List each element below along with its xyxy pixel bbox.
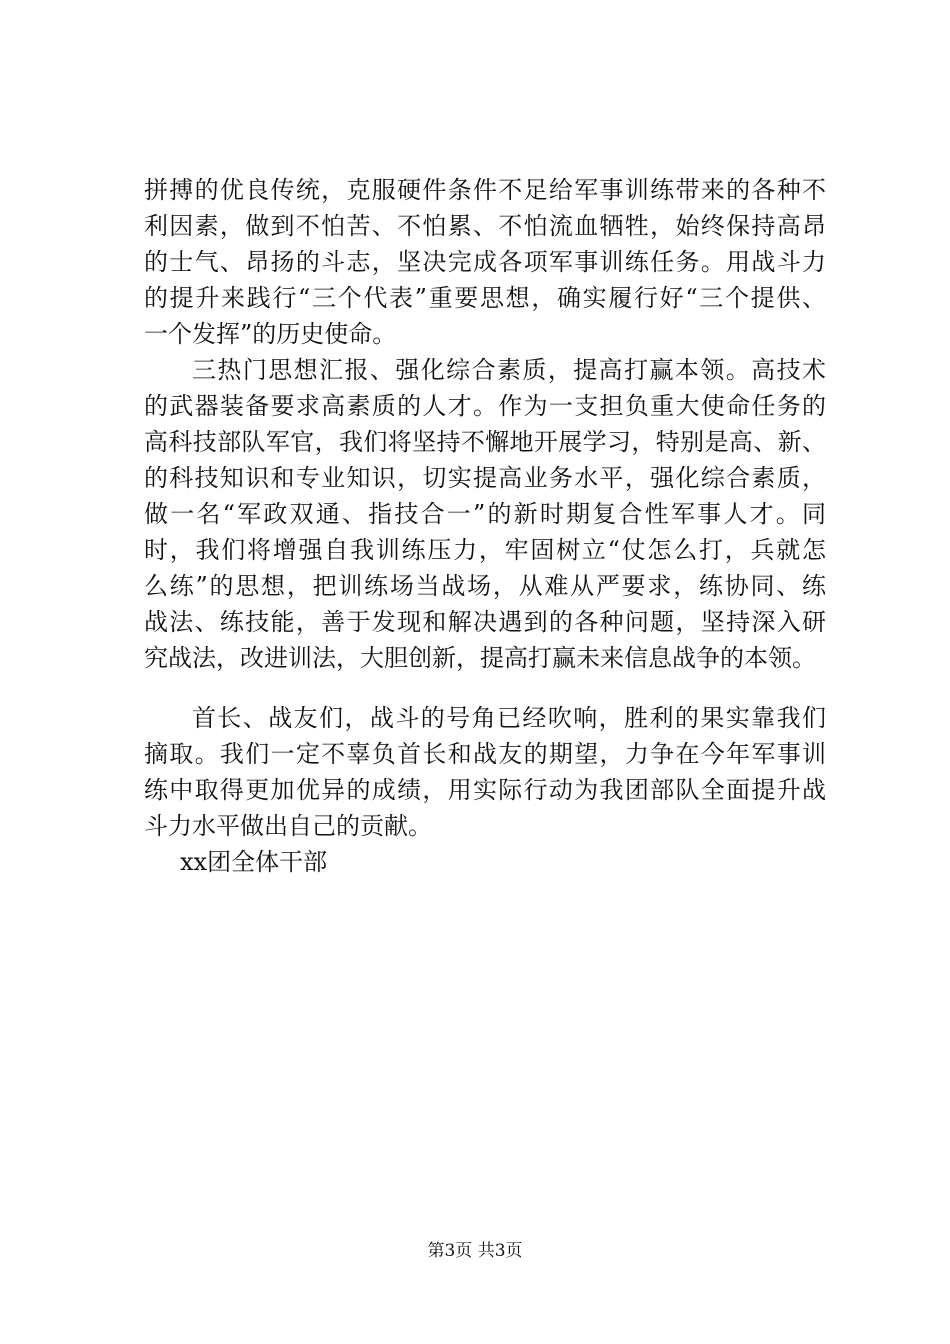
page-footer: 第3页 共3页 [427,1241,523,1261]
text-line: 利因素，做到不怕苦、不怕累、不怕流血牺牲，始终保持高昂 [144,212,826,240]
text-line: 究战法，改进训法，大胆创新，提高打赢未来信息战争的本领。 [144,644,816,672]
text-line: 斗力水平做出自己的贡献。 [144,812,432,840]
paragraph [144,352,826,676]
text-line: 么练”的思想，把训练场当战场，从难从严要求，练协同、练 [144,572,826,600]
text-line: 的提升来践行“三个代表”重要思想，确实履行好“三个提供、 [144,284,826,312]
text-line: 拼搏的优良传统，克服硬件条件不足给军事训练带来的各种不 [144,176,826,204]
text-line: 时，我们将增强自我训练压力，牢固树立“仗怎么打，兵就怎 [144,536,826,564]
paragraph [144,172,826,352]
text-line: 首长、战友们，战斗的号角已经吹响，胜利的果实靠我们 [192,704,826,732]
text-line: 高科技部队军官，我们将坚持不懈地开展学习，特别是高、新、 [144,428,826,456]
text-line: 的武器装备要求高素质的人才。作为一支担负重大使命任务的 [144,392,826,420]
text-line: 摘取。我们一定不辜负首长和战友的期望，力争在今年军事训 [144,740,826,768]
text-line: 一个发挥”的历史使命。 [144,320,397,348]
text-line: 的科技知识和专业知识，切实提高业务水平，强化综合素质， [144,464,826,492]
text-line: 三热门思想汇报、强化综合素质，提高打赢本领。高技术 [192,356,826,384]
signature: xx团全体干部 [180,848,328,876]
paragraph-gap [144,676,826,700]
text-line: 做一名“军政双通、指技合一”的新时期复合性军事人才。同 [144,500,826,528]
document-body [144,172,826,880]
text-line: 战法、练技能，善于发现和解决遇到的各种问题，坚持深入研 [144,608,826,636]
paragraph [144,700,826,844]
text-line: 的士气、昂扬的斗志，坚决完成各项军事训练任务。用战斗力 [144,248,826,276]
text-line: 练中取得更加优异的成绩，用实际行动为我团部队全面提升战 [144,776,826,804]
